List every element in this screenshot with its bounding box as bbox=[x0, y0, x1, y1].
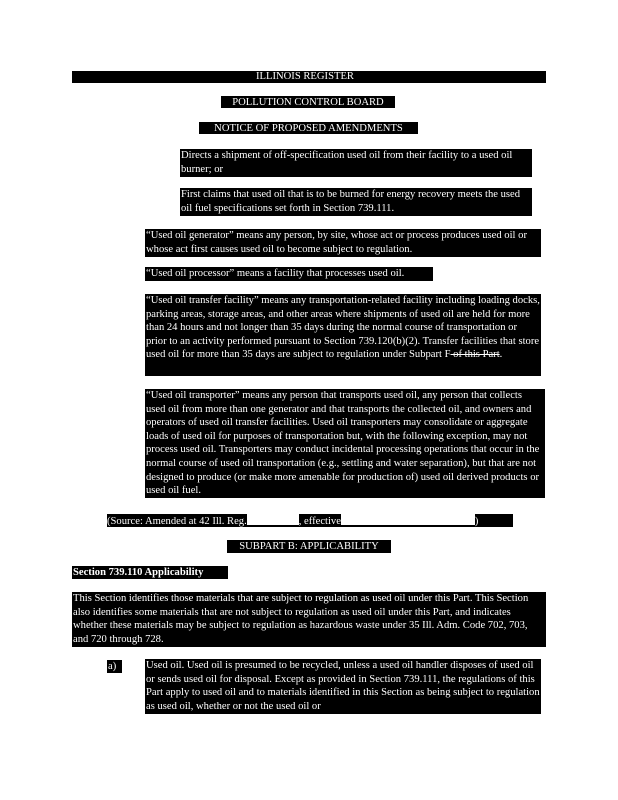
definition-used-oil-transfer-facility bbox=[145, 294, 541, 376]
section-intro-paragraph: This Section identifies those materials that are subject to regulation as used oil under this Part. This Section also identifies some materials that are not subject to regulation as used oil under this Part, and indicates whether these materials may be subject to regulation as hazardous waste under 35 Ill. Adm. Code 702, 703, and 720 through 728. bbox=[72, 592, 546, 647]
definition-used-oil-transporter: “Used oil transporter” means any person that transports used oil, any person that collects used oil from more than one generator and that transports the collected oil, and owners and operators of used oil transfer facilities. Used oil transporters may consolidate or aggregate loads of used oil for purposes of transportation but, with the following exception, may not process used oil. Transporters may conduct incidental processing operations that occur in the normal course of used oil transportation (e.g., settling and water separation), but that are not designed to produce (or make more amenable for production of) used oil derived products or used oil fuel. bbox=[145, 389, 545, 498]
transfer-facility-period: . bbox=[499, 349, 503, 361]
source-note bbox=[107, 514, 513, 527]
board-title: POLLUTION CONTROL BOARD bbox=[221, 96, 395, 108]
list-item-fuel-spec: First claims that used oil that is to be burned for energy recovery meets the used oil fuel specifications set forth in Section 739.111. bbox=[180, 188, 532, 216]
subpart-heading: SUBPART B: APPLICABILITY bbox=[227, 540, 391, 553]
transfer-facility-struck-text: of this Part bbox=[450, 349, 500, 361]
source-note-effective: , effective bbox=[298, 516, 341, 527]
subsection-a-text: Used oil. Used oil is presumed to be recycled, unless a used oil handler disposes of used oil or sends used oil for disposal. Except as provided in Section 739.111, the regulations of this Part apply to used oil and to materials identified in this Section as being subject to regulation as used oil, whether or not the used oil or bbox=[145, 659, 541, 714]
transfer-facility-text: “Used oil transfer facility” means any transportation-related facility including loading docks, parking areas, storage areas, and other areas where shipments of used oil are held for more than 24 hours and not longer than 35 days during the normal course of transportation or prior to an activity performed pursuant to Section 739.120(b)(2). Transfer facilities that store used oil for more than 35 days are subject to regulation under Subpart F bbox=[146, 295, 540, 361]
section-heading: Section 739.110 Applicability bbox=[72, 566, 228, 579]
subsection-a-label: a) bbox=[107, 660, 122, 673]
source-note-suffix: ) bbox=[474, 516, 479, 527]
definition-used-oil-generator: “Used oil generator” means any person, by site, whose act or process produces used oil or whose act first causes used oil to become subject to regulation. bbox=[145, 229, 541, 257]
source-note-prefix: (Source: Amended at 42 Ill. Reg. bbox=[107, 516, 247, 527]
notice-title: NOTICE OF PROPOSED AMENDMENTS bbox=[199, 122, 418, 134]
definition-used-oil-processor: “Used oil processor” means a facility that processes used oil. bbox=[145, 267, 433, 281]
list-item-burner: Directs a shipment of off-specification used oil from their facility to a used oil burner; or bbox=[180, 149, 532, 177]
register-header-rule bbox=[72, 82, 102, 83]
register-title: ILLINOIS REGISTER bbox=[256, 71, 354, 82]
